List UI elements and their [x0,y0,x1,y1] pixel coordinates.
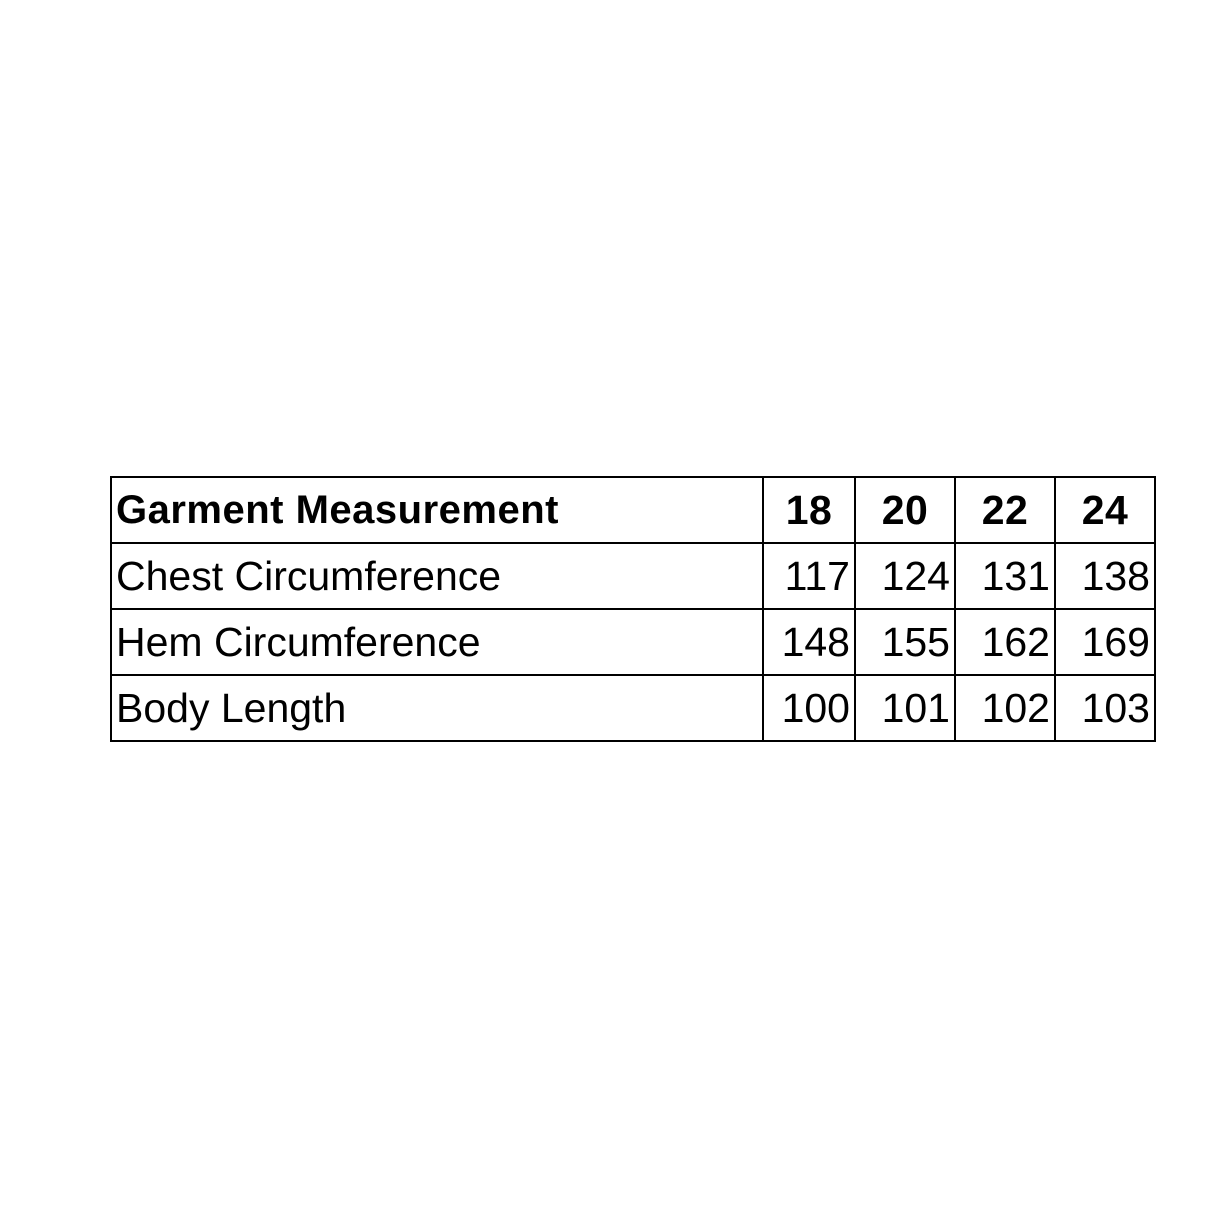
table-header-row [111,477,1155,543]
cell-value: 169 [1055,609,1155,675]
cell-value: 101 [855,675,955,741]
cell-value: 124 [855,543,955,609]
document-body [110,476,1156,742]
table-row [111,543,1155,609]
table-row [111,609,1155,675]
cell-value: 148 [763,609,855,675]
garment-measurement-table [110,476,1156,742]
cell-value: 131 [955,543,1055,609]
cell-value: 162 [955,609,1055,675]
row-label: Chest Circumference [111,543,763,609]
table-row [111,675,1155,741]
cell-value: 117 [763,543,855,609]
cell-value: 138 [1055,543,1155,609]
cell-value: 100 [763,675,855,741]
row-label: Hem Circumference [111,609,763,675]
column-header-measurement: Garment Measurement [111,477,763,543]
row-label: Body Length [111,675,763,741]
cell-value: 103 [1055,675,1155,741]
column-header-size-22: 22 [955,477,1055,543]
cell-value: 102 [955,675,1055,741]
column-header-size-20: 20 [855,477,955,543]
column-header-size-18: 18 [763,477,855,543]
column-header-size-24: 24 [1055,477,1155,543]
cell-value: 155 [855,609,955,675]
